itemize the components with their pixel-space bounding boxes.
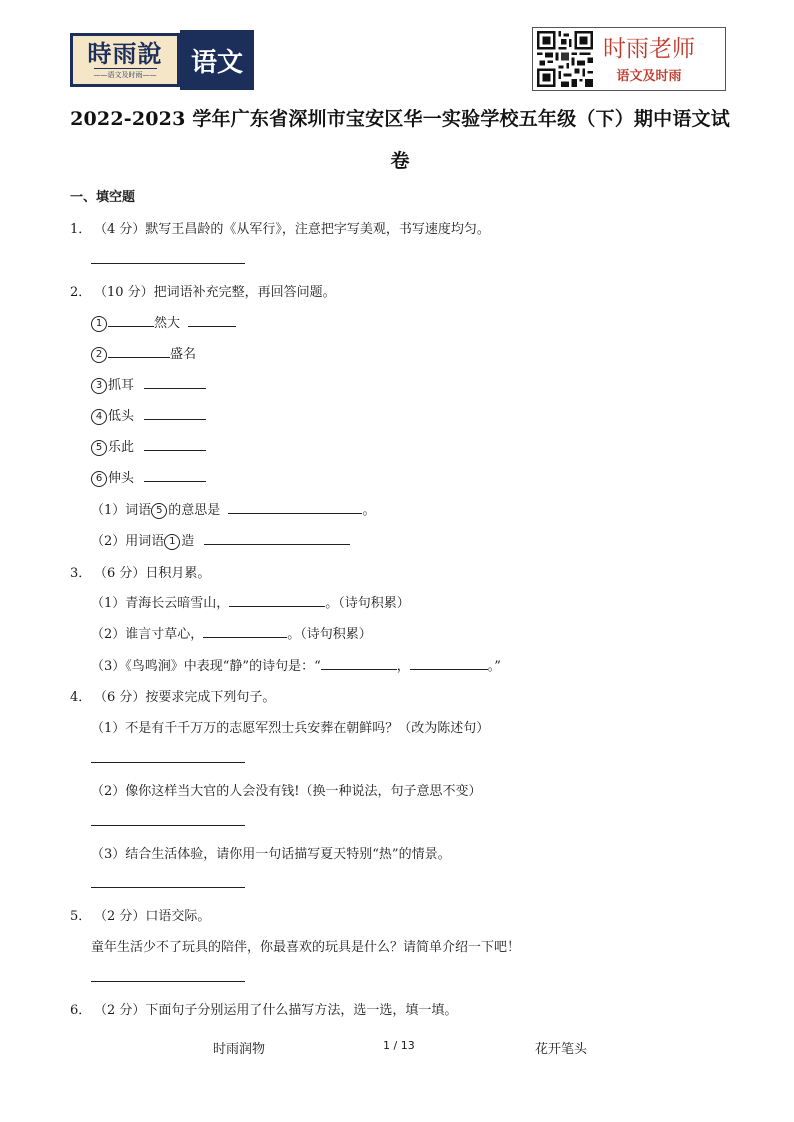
- blank[interactable]: [321, 657, 397, 670]
- q5-prompt: 童年生活少不了玩具的陪伴，你最喜欢的玩具是什么？请简单介绍一下吧！: [91, 940, 521, 955]
- q2-item-6: 6 伸头: [91, 467, 206, 487]
- exam-title-line1: 2022-2023 学年广东省深圳市宝安区华一实验学校五年级（下）期中语文试: [70, 108, 730, 130]
- blank[interactable]: [144, 407, 206, 420]
- q3-sub-1: （1）青海长云暗雪山， 。（诗句积累）: [91, 596, 410, 611]
- q3-sub-2: （2）谁言寸草心， 。（诗句积累）: [91, 627, 372, 642]
- answer-line-q5[interactable]: [91, 981, 245, 982]
- logo-subject: 语文: [180, 30, 254, 90]
- blank[interactable]: [410, 657, 488, 670]
- q2-item-5: 5 乐此: [91, 436, 206, 456]
- logo-shiyushuo: [70, 30, 256, 90]
- q2-sub-1: （1）词语 5 的意思是 。: [91, 503, 376, 518]
- q2-item-3: 3 抓耳: [91, 374, 206, 394]
- teacher-logo: [532, 27, 726, 91]
- blank[interactable]: [203, 625, 287, 638]
- qr-code-icon: [537, 31, 593, 87]
- teacher-name: 时雨老师: [603, 35, 695, 62]
- answer-line-q1[interactable]: [91, 263, 245, 264]
- question-5: 5． （2 分）口语交际。: [70, 909, 211, 924]
- question-1: 1． （4 分）默写王昌龄的《从军行》，注意把字写美观，书写速度均匀。: [70, 222, 490, 237]
- blank[interactable]: [144, 376, 206, 389]
- q3-sub-3: （3）《鸟鸣涧》中表现“静”的诗句是：“ ， 。”: [91, 659, 501, 674]
- blank[interactable]: [188, 314, 236, 327]
- q4-sub-3: （3）结合生活体验，请你用一句话描写夏天特别“热”的情景。: [91, 847, 451, 862]
- blank[interactable]: [204, 532, 350, 545]
- question-4: 4． （6 分）按要求完成下列句子。: [70, 690, 276, 705]
- question-3: 3． （6 分）日积月累。: [70, 566, 211, 581]
- teacher-slogan: 语文及时雨: [616, 68, 682, 84]
- q4-sub-2: （2）像你这样当大官的人会没有钱!（换一种说法，句子意思不变）: [91, 784, 482, 799]
- blank[interactable]: [108, 314, 154, 327]
- q2-sub-2: （2）用词语 1 造: [91, 530, 350, 550]
- answer-line-q4-1[interactable]: [91, 762, 245, 763]
- footer-left: 时雨润物: [213, 1042, 266, 1057]
- question-6: 6． （2 分）下面句子分别运用了什么描写方法，选一选，填一填。: [70, 1003, 458, 1018]
- answer-line-q4-2[interactable]: [91, 825, 245, 826]
- exam-title-line2: 卷: [390, 150, 410, 172]
- blank[interactable]: [108, 345, 170, 358]
- section-heading: 一、填空题: [70, 190, 136, 205]
- question-2: 2． （10 分）把词语补充完整，再回答问题。: [70, 285, 336, 300]
- q2-item-1: 1 然大: [91, 312, 236, 332]
- blank[interactable]: [228, 501, 362, 514]
- blank[interactable]: [229, 594, 325, 607]
- logo-main-text: 時雨說: [87, 38, 163, 68]
- footer-right: 花开笔头: [535, 1042, 588, 1057]
- blank[interactable]: [144, 469, 206, 482]
- page-number: 1 / 13: [383, 1039, 415, 1052]
- answer-line-q4-3[interactable]: [91, 887, 245, 888]
- logo-sub-text: ——语文及时雨——: [94, 68, 157, 80]
- logo-main-box: [70, 33, 180, 87]
- q2-item-2: 2 盛名: [91, 343, 196, 363]
- blank[interactable]: [144, 438, 206, 451]
- q4-sub-1: （1）不是有千千万万的志愿军烈士兵安葬在朝鲜吗？（改为陈述句）: [91, 721, 490, 736]
- q2-item-4: 4 低头: [91, 405, 206, 425]
